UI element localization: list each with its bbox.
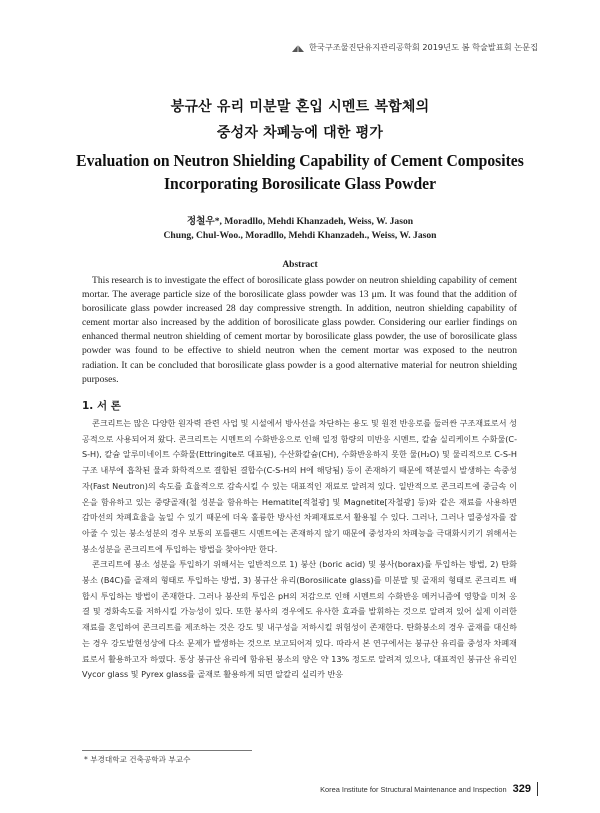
- authors-korean: 정철우*, Moradllo, Mehdi Khanzadeh, Weiss, W. Jason: [186, 216, 414, 227]
- footer-divider: [537, 782, 538, 796]
- running-header: [291, 42, 538, 53]
- author-footnote: * 부경대학교 건축공학과 부교수: [84, 755, 191, 764]
- section-heading-introduction: 1. 서 론: [82, 400, 121, 412]
- english-title-line-1: Evaluation on Neutron Shielding Capability of Cement Composites: [76, 151, 524, 170]
- korean-title-line-2: 중성자 차폐능에 대한 평가: [216, 125, 384, 141]
- introduction-paragraph-1: 콘크리트는 많은 다양한 원자력 관련 사업 및 시설에서 방사선을 차단하는 용도 및 원전 반응로를 둘러싼 구조재료로서 성공적으로 사용되어져 왔다. 콘크리트는 시멘트의 수화반응으로 인해 일정 함량의 미반응 시멘트, 칼슘 실리케이트 수화물(C-S-H), 칼슘 알루미네이트 수화물(Ettringite로 대표됨), 수산화칼슘(CH), 수화반응하지 못한 물(H₂O) 및 물리적으로 C-S-H 구조 내부에 흡착된 물과 화학적으로 결합된 결합수(C-S-H의 H에 해당됨) 등이 존재하기 때문에 핵분열시 발생하는 속중성자(Fast Neutron)의 속도를 효율적으로 감속시킬 수 있는 대표적인 재료로 알려져 있다. 일반적으로 콘크리트에 중금속 이온을 함유하고 있는 중량골재(철 성분을 함유하는 Hematite[적철광] 및 Magnetite[자철광] 등)와 같은 재료를 사용하면 감마선의 차폐효율을 높일 수 있기 때문에 더욱 훌륭한 방사선 차폐재료로서 활용될 수 있다. 그러나, 그러나 열중성자를 잡아줄 수 있는 붕소성분의 경우 보통의 포틀랜드 시멘트에는 존재하지 않기 때문에 중성자의 차폐능을 극대화시키기 위해서는 붕소성분을 콘크리트에 투입하는 방법을 찾아야만 한다.: [82, 418, 517, 554]
- abstract-text: This research is to investigate the effect of borosilicate glass powder on neutron shielding capability of cement mortar. The average particle size of the borosilicate glass powder was 13 μm. It was found that the addition of borosilicate glass powder increased 28 day compressive strength. In addition, neutron shielding capability of cement mortar also increased by the addition of borosilicate glass powder. Considering our earlier findings on enhanced thermal neutron shielding of cement mortar by borosilicate glass powder, the use of borosilicate glass powder was found to be effective to shield neutron when the cement mortar was exposed to the neutron radiation. It can be concluded that borosilicate glass powder is a good alternative material for neutron shielding purposes.: [82, 275, 517, 385]
- page-footer: [320, 782, 538, 796]
- book-icon: [291, 43, 305, 53]
- korean-title-line-1: 붕규산 유리 미분말 혼입 시멘트 복합체의: [170, 99, 430, 115]
- footer-institution: Korea Institute for Structural Maintenance and Inspection: [320, 784, 507, 794]
- english-title-line-2: Incorporating Borosilicate Glass Powder: [163, 174, 437, 193]
- authors-english: Chung, Chul-Woo., Moradllo, Mehdi Khanzadeh., Weiss, W. Jason: [163, 230, 437, 241]
- introduction-body: [82, 416, 517, 683]
- page-number: 329: [512, 783, 531, 795]
- abstract-heading: Abstract: [282, 260, 318, 270]
- header-text: 한국구조물진단유지관리공학회 2019년도 봄 학술발표회 논문집: [309, 42, 538, 52]
- introduction-paragraph-2: 콘크리트에 붕소 성분을 투입하기 위해서는 일반적으로 1) 붕산 (boric acid) 및 붕사(borax)를 투입하는 방법, 2) 탄화붕소 (B4C)를 골재의 형태로 투입하는 방법, 3) 붕규산 유리(Borosilicate glass)를 미분말 및 골재의 형태로 콘크리트 배합시 투입하는 방법이 존재한다. 그러나 붕산의 투입은 pH의 저감으로 인해 시멘트의 수화반응 메커니즘에 영향을 미쳐 응결 및 경화속도를 저하시킬 가능성이 있다. 또한 붕사의 경우에도 유사한 효과를 발휘하는 것으로 알려져 있어 실제 이러한 재료를 혼입하여 콘크리트를 제조하는 것은 강도 및 내구성을 저하시킬 위험성이 존재한다. 탄화붕소의 경우 골재를 대신하는 경우 강도발현성상에 다소 문제가 발생하는 것으로 보고되어져 있다. 따라서 본 연구에서는 붕규산 유리를 중성자 차폐재료로서 활용하고자 하였다. 통상 붕규산 유리에 함유된 붕소의 양은 약 13% 정도로 알려져 있으나, 대표적인 붕규산 유리인 Vycor glass 및 Pyrex glass를 골재로 활용하게 되면 알칼리 실리카 반응: [82, 559, 517, 680]
- footnote-divider: [82, 750, 252, 751]
